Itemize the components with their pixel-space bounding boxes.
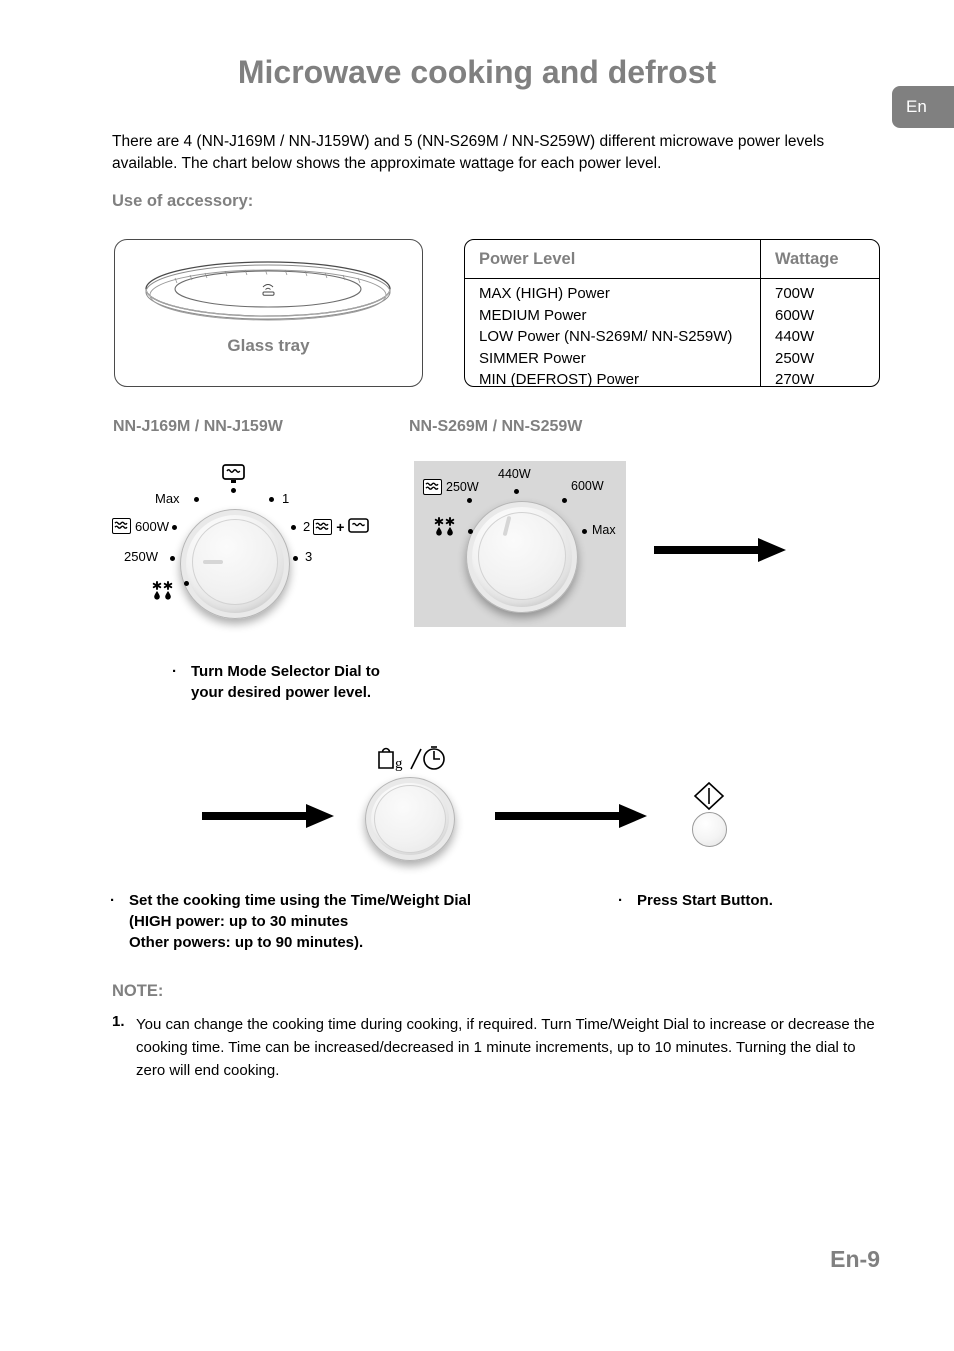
intro-paragraph: There are 4 (NN-J169M / NN-J159W) and 5 (NN-S269M / NN-S259W) different microwave power levels available. The chart below shows the approximate wattage for each power level. — [112, 133, 825, 172]
cell-wattage: 700W — [761, 279, 880, 305]
note-heading: NOTE: — [112, 982, 164, 1000]
cell-power-level: SIMMER Power — [479, 349, 586, 367]
table-row — [465, 279, 879, 305]
dial-dot-600w — [562, 498, 567, 503]
cell-power-level: MAX (HIGH) Power — [479, 285, 610, 302]
weight-gram-clock-icon — [370, 742, 448, 779]
microwave-icon — [423, 479, 442, 495]
dial-dot-2 — [291, 525, 296, 530]
note-text: You can change the cooking time during cooking, if required. Turn Time/Weight Dial to increase or decrease the cooking time. Time can be increased/decreased in 1 minute increments, up to 10 minutes. Turning the dial to zero will end cooking. — [136, 1016, 875, 1079]
defrost-icon — [432, 513, 462, 537]
cell-wattage: 250W — [761, 348, 880, 370]
mode-selector-dial-j — [112, 455, 402, 630]
dial-label-440w: 440W — [498, 467, 531, 481]
grill-icon — [222, 464, 245, 489]
dial-label-max: Max — [592, 523, 616, 537]
defrost-icon — [150, 577, 180, 601]
dial-label-250w: 250W — [446, 480, 479, 494]
step-2-line-2: (HIGH power: up to 30 minutes — [129, 913, 349, 930]
start-button[interactable] — [692, 812, 727, 847]
cell-wattage: 600W — [761, 305, 880, 327]
cell-power-level: MEDIUM Power — [479, 306, 587, 324]
bullet-marker: · — [618, 892, 623, 909]
column-header-power-level: Power Level — [465, 240, 761, 279]
microwave-icon — [112, 518, 131, 534]
time-weight-dial[interactable] — [365, 777, 455, 861]
start-diamond-icon — [692, 781, 726, 816]
cell-power-level: MIN (DEFROST) Power — [479, 371, 640, 387]
language-tab-label: En — [906, 97, 927, 116]
table-row — [465, 305, 879, 327]
step-1-instruction — [172, 661, 462, 703]
flow-arrow-3 — [495, 802, 647, 835]
step-2-instruction — [110, 890, 580, 953]
dial-label-2: 2 — [303, 519, 311, 534]
mode-selector-dial-s — [414, 461, 626, 627]
step-3-line-1: Press Start Button. — [637, 892, 773, 909]
cell-wattage: 440W — [761, 326, 880, 348]
dial-dot-250w — [467, 498, 472, 503]
language-tab — [892, 86, 954, 128]
step-2-line-1: Set the cooking time using the Time/Weight Dial — [129, 892, 471, 909]
model-caption-s: NN-S269M / NN-S259W — [409, 418, 583, 435]
knob-body-j[interactable] — [180, 509, 290, 619]
step-1-line-2: your desired power level. — [191, 684, 372, 701]
step-3-instruction — [618, 890, 878, 911]
knob-body-s[interactable] — [466, 501, 578, 613]
accessory-box — [114, 239, 423, 387]
dial-dot-max — [582, 529, 587, 534]
cell-wattage: 270W — [761, 369, 880, 387]
table-header-row — [465, 240, 879, 279]
dial-label-250w: 250W — [124, 549, 158, 564]
table-row — [465, 326, 879, 348]
glass-tray-label: Glass tray — [227, 336, 310, 355]
page-title: Microwave cooking and defrost — [237, 54, 717, 90]
bullet-marker: · — [172, 663, 177, 680]
note-number: 1. — [112, 1013, 125, 1030]
dial-label-max: Max — [155, 491, 180, 506]
column-header-wattage: Wattage — [761, 240, 880, 279]
dial-dot-defrost — [184, 581, 189, 586]
dial-dot-440w — [514, 489, 519, 494]
power-level-table — [464, 239, 880, 387]
dial-label-1: 1 — [282, 491, 290, 506]
flow-arrow-2 — [202, 802, 334, 835]
table-row — [465, 348, 879, 370]
cell-power-level: LOW Power (NN-S269M/ NN-S259W) — [479, 328, 733, 345]
dial-dot-max — [194, 497, 199, 502]
dial-dot-defrost — [468, 529, 473, 534]
flow-arrow-1 — [654, 536, 786, 569]
dial-label-600w: 600W — [135, 518, 169, 534]
step-2-line-3: Other powers: up to 90 minutes). — [129, 934, 364, 951]
svg-text:g: g — [395, 756, 403, 772]
bullet-marker: · — [110, 892, 115, 909]
step-1-line-1: Turn Mode Selector Dial to — [191, 663, 380, 680]
grill-icon — [348, 518, 369, 535]
plus-sign: + — [336, 518, 345, 535]
dial-dot-1 — [269, 497, 274, 502]
glass-tray-icon — [115, 256, 422, 326]
dial-dot-3 — [293, 556, 298, 561]
dial-dot-600w — [172, 525, 177, 530]
dial-dot-250w — [170, 556, 175, 561]
dial-dot-grill — [231, 488, 236, 493]
page-number: En-9 — [830, 1246, 880, 1272]
accessory-sub-heading: Use of accessory: — [112, 192, 254, 210]
table-row — [465, 369, 879, 387]
dial-label-3: 3 — [305, 549, 313, 564]
microwave-icon — [313, 519, 332, 535]
model-caption-j: NN-J169M / NN-J159W — [113, 418, 283, 435]
dial-label-600w: 600W — [571, 479, 604, 493]
